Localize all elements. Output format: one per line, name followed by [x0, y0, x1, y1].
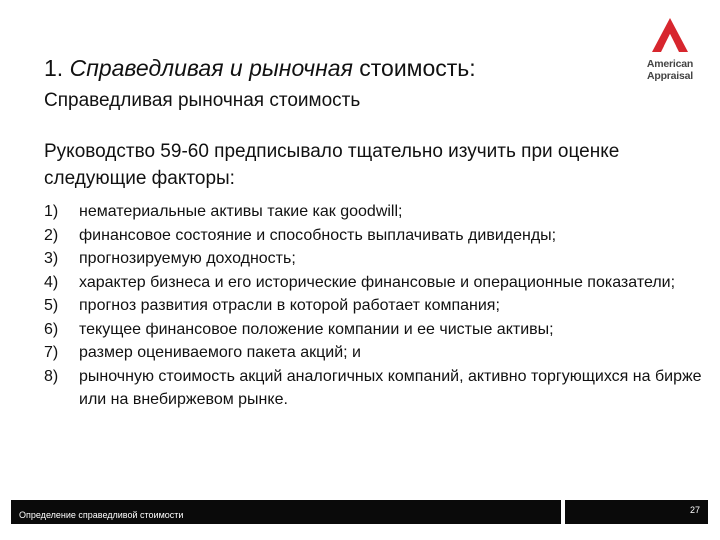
list-item-text: прогноз развития отрасли в которой работает компания;: [79, 297, 500, 314]
page-number: 27: [689, 505, 700, 515]
triangle-logo-icon: [650, 16, 690, 54]
list-item: [44, 365, 704, 412]
footer-bar-right: [565, 500, 708, 524]
list-item-number: 6): [44, 320, 59, 338]
list-item-number: 8): [44, 367, 59, 385]
list-item-number: 1): [44, 203, 59, 220]
title-number: 1.: [44, 55, 64, 81]
list-item: [44, 294, 704, 318]
list-item: [44, 271, 704, 295]
list-item-number: 4): [44, 273, 59, 291]
slide-title: [44, 54, 476, 82]
list-item-text: характер бизнеса и его исторические финансовые и операционные показатели;: [79, 273, 676, 291]
logo-text-appraisal: Appraisal: [646, 70, 694, 82]
list-item: [44, 247, 704, 271]
list-item-number: 2): [44, 226, 59, 244]
factors-list: [44, 200, 704, 412]
list-item: [44, 341, 704, 365]
title-rest: стоимость:: [359, 55, 476, 81]
list-item: [44, 318, 704, 342]
intro-paragraph: Руководство 59-60 предписывало тщательно изучить при оценке следующие факторы:: [44, 141, 620, 189]
footer-bar-left: [11, 500, 561, 524]
list-item: [44, 200, 704, 224]
list-item-text: рыночную стоимость акций аналогичных компаний, активно торгующихся на бирже или на внебиржевом рынке.: [79, 367, 702, 408]
logo-text-american: American: [646, 58, 694, 70]
list-item-text: текущее финансовое положение компании и ее чистые активы;: [79, 320, 554, 338]
title-italic-part: Справедливая и рыночная: [69, 55, 353, 81]
list-item-text: прогнозируемую доходность;: [79, 250, 296, 267]
list-item-text: размер оцениваемого пакета акций; и: [79, 344, 361, 361]
list-item-number: 5): [44, 297, 59, 314]
list-item-number: 3): [44, 250, 59, 267]
american-appraisal-logo: [636, 16, 704, 88]
list-item-text: финансовое состояние и способность выплачивать дивиденды;: [79, 226, 557, 244]
list-item-number: 7): [44, 344, 59, 361]
list-item-text: нематериальные активы такие как goodwill;: [79, 203, 403, 220]
slide-subtitle: Справедливая рыночная стоимость: [44, 90, 361, 111]
footer-bar: [11, 500, 708, 524]
list-item: [44, 224, 704, 248]
footer-text: Определение справедливой стоимости: [19, 510, 184, 520]
